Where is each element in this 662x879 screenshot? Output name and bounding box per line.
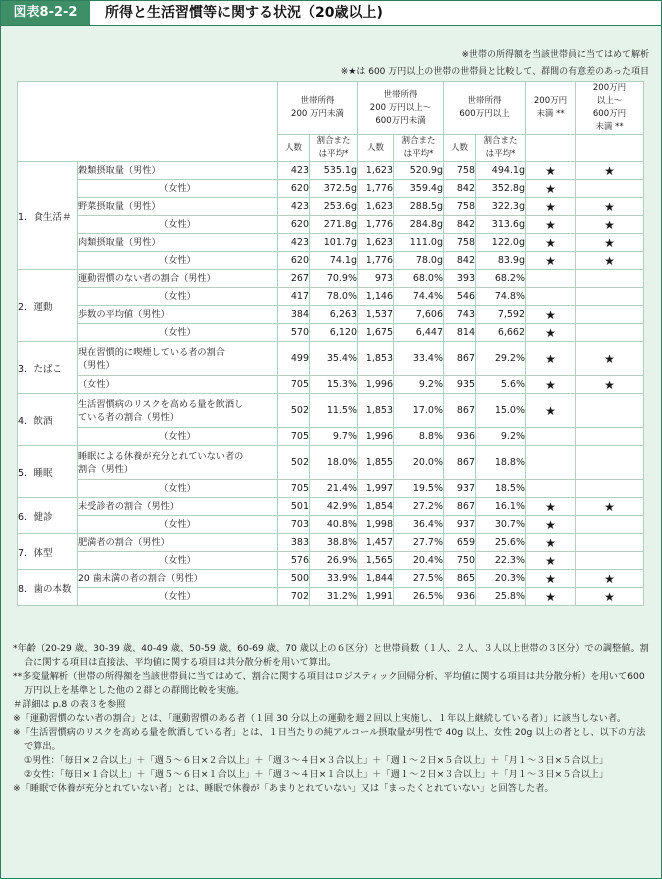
value-cell: 18.0% (310, 446, 358, 480)
value-cell: 1,776 (358, 180, 394, 198)
table-row (18, 480, 644, 498)
value-cell: 372.5g (310, 180, 358, 198)
value-cell: 18.5% (476, 480, 526, 498)
value-cell: 867 (444, 342, 476, 376)
significance-star (576, 324, 644, 342)
significance-star: ★ (526, 534, 576, 552)
value-cell: 271.8g (310, 216, 358, 234)
table-row (18, 234, 644, 252)
value-cell: 758 (444, 198, 476, 216)
top-notes (341, 47, 649, 81)
value-cell: 1,776 (358, 216, 394, 234)
value-cell: 842 (444, 180, 476, 198)
category-label: 3．たばこ (18, 342, 78, 394)
significance-star (576, 428, 644, 446)
table-row (18, 570, 644, 588)
table-row (18, 376, 644, 394)
value-cell: 78.0% (310, 288, 358, 306)
value-cell: 1,146 (358, 288, 394, 306)
significance-star: ★ (576, 342, 644, 376)
significance-star: ★ (526, 162, 576, 180)
value-cell: 546 (444, 288, 476, 306)
significance-star (576, 516, 644, 534)
value-cell: 383 (278, 534, 310, 552)
table-row (18, 270, 644, 288)
top-note: ※★は 600 万円以上の世帯の世帯員と比較して、群間の有意差のあった項目 (340, 67, 649, 77)
value-cell: 29.2% (476, 342, 526, 376)
value-cell: 359.4g (394, 180, 444, 198)
item-label: （女性） (78, 252, 278, 270)
value-cell: 33.4% (394, 342, 444, 376)
significance-star: ★ (526, 180, 576, 198)
item-label: （女性） (78, 376, 278, 394)
header-blank (526, 135, 576, 162)
value-cell: 18.8% (476, 446, 526, 480)
value-cell: 1,776 (358, 252, 394, 270)
significance-star (526, 480, 576, 498)
value-cell: 937 (444, 480, 476, 498)
sub-header: 割合また は平均* (310, 135, 358, 162)
value-cell: 30.7% (476, 516, 526, 534)
value-cell: 423 (278, 198, 310, 216)
table-row (18, 342, 644, 376)
value-cell: 68.2% (476, 270, 526, 288)
item-label: 野菜摂取量（男性） (78, 198, 278, 216)
value-cell: 758 (444, 162, 476, 180)
significance-star (526, 446, 576, 480)
value-cell: 867 (444, 394, 476, 428)
value-cell: 27.5% (394, 570, 444, 588)
value-cell: 8.8% (394, 428, 444, 446)
value-cell: 33.9% (310, 570, 358, 588)
value-cell: 1,853 (358, 394, 394, 428)
value-cell: 935 (444, 376, 476, 394)
value-cell: 702 (278, 588, 310, 606)
significance-star (576, 446, 644, 480)
value-cell: 352.8g (476, 180, 526, 198)
value-cell: 15.3% (310, 376, 358, 394)
value-cell: 499 (278, 342, 310, 376)
value-cell: 74.1g (310, 252, 358, 270)
value-cell: 570 (278, 324, 310, 342)
value-cell: 313.6g (476, 216, 526, 234)
table-row (18, 552, 644, 570)
value-cell: 1,997 (358, 480, 394, 498)
significance-star: ★ (576, 198, 644, 216)
significance-star: ★ (526, 342, 576, 376)
value-cell: 6,447 (394, 324, 444, 342)
significance-star (526, 270, 576, 288)
value-cell: 1,853 (358, 342, 394, 376)
significance-star (576, 306, 644, 324)
value-cell: 393 (444, 270, 476, 288)
value-cell: 36.4% (394, 516, 444, 534)
value-cell: 423 (278, 162, 310, 180)
significance-star: ★ (526, 394, 576, 428)
item-label: （女性） (78, 216, 278, 234)
value-cell: 501 (278, 498, 310, 516)
item-label: （女性） (78, 552, 278, 570)
category-label: 8．歯の本数 (18, 570, 78, 606)
group-header: 200万円 未満 ** (526, 82, 576, 135)
table-row (18, 446, 644, 480)
value-cell: 253.6g (310, 198, 358, 216)
item-label: 運動習慣のない者の割合（男性） (78, 270, 278, 288)
significance-star: ★ (576, 570, 644, 588)
significance-star (576, 180, 644, 198)
footnote: ＃詳細は p.8 の表３を参照 (13, 699, 126, 710)
value-cell: 1,998 (358, 516, 394, 534)
value-cell: 865 (444, 570, 476, 588)
value-cell: 867 (444, 446, 476, 480)
value-cell: 20.3% (476, 570, 526, 588)
significance-star: ★ (576, 588, 644, 606)
value-cell: 9.2% (476, 428, 526, 446)
value-cell: 20.0% (394, 446, 444, 480)
sub-header: 割合また は平均* (476, 135, 526, 162)
value-cell: 15.0% (476, 394, 526, 428)
table-row (18, 516, 644, 534)
value-cell: 1,675 (358, 324, 394, 342)
value-cell: 11.5% (310, 394, 358, 428)
value-cell: 1,996 (358, 376, 394, 394)
value-cell: 936 (444, 588, 476, 606)
table-row (18, 394, 644, 428)
table-row (18, 198, 644, 216)
value-cell: 16.1% (476, 498, 526, 516)
item-label: 肉類摂取量（男性） (78, 234, 278, 252)
significance-star (576, 480, 644, 498)
value-cell: 40.8% (310, 516, 358, 534)
value-cell: 9.7% (310, 428, 358, 446)
value-cell: 6,120 (310, 324, 358, 342)
value-cell: 703 (278, 516, 310, 534)
value-cell: 83.9g (476, 252, 526, 270)
value-cell: 494.1g (476, 162, 526, 180)
value-cell: 620 (278, 180, 310, 198)
item-label: （女性） (78, 480, 278, 498)
value-cell: 68.0% (394, 270, 444, 288)
value-cell: 1,457 (358, 534, 394, 552)
value-cell: 502 (278, 394, 310, 428)
value-cell: 42.9% (310, 498, 358, 516)
group-header: 世帯所得 600万円以上 (444, 82, 526, 135)
significance-star (526, 288, 576, 306)
value-cell: 620 (278, 252, 310, 270)
table-row (18, 534, 644, 552)
value-cell: 26.9% (310, 552, 358, 570)
value-cell: 814 (444, 324, 476, 342)
table-row (18, 162, 644, 180)
significance-star (576, 288, 644, 306)
value-cell: 743 (444, 306, 476, 324)
significance-star: ★ (526, 234, 576, 252)
sub-header: 割合また は平均* (394, 135, 444, 162)
footnote: ②女性：「毎日×１合以上」＋「週５～６日×１合以上」＋「週３～４日×１合以上」＋「週１～２日×３合以上」＋「月１～３日×５合以上」 (24, 769, 609, 780)
value-cell: 38.8% (310, 534, 358, 552)
item-label: （女性） (78, 428, 278, 446)
footnote: ※「生活習慣病のリスクを高める量を飲酒している者」とは、１日当たりの純アルコール摂取量が男性で 40g 以上、女性 20g 以上の者とし、以下の方法で算出。 (13, 727, 646, 752)
value-cell: 620 (278, 216, 310, 234)
value-cell: 31.2% (310, 588, 358, 606)
significance-star: ★ (526, 552, 576, 570)
category-label: 1．食生活＃ (18, 162, 78, 270)
item-label: 歩数の平均値（男性） (78, 306, 278, 324)
value-cell: 1,565 (358, 552, 394, 570)
value-cell: 520.9g (394, 162, 444, 180)
sub-header: 人数 (444, 135, 476, 162)
value-cell: 1,623 (358, 198, 394, 216)
value-cell: 17.0% (394, 394, 444, 428)
value-cell: 1,623 (358, 234, 394, 252)
footnote: ※「睡眠で休養が充分とれていない者」とは、睡眠で休養が「あまりとれていない」又は「まったくとれていない」と回答した者。 (13, 783, 554, 794)
footnote: ①男性：「毎日×２合以上」＋「週５～６日×２合以上」＋「週３～４日×３合以上」＋「週１～２日×５合以上」＋「月１～３日×５合以上」 (24, 755, 609, 766)
table-row (18, 180, 644, 198)
value-cell: 867 (444, 498, 476, 516)
item-label: 20 歯未満の者の割合（男性） (78, 570, 278, 588)
figure-number-badge: 図表8-2-2 (1, 1, 90, 25)
group-header: 200万円 以上～ 600万円 未満 ** (576, 82, 644, 135)
value-cell: 6,662 (476, 324, 526, 342)
data-table (17, 81, 644, 606)
value-cell: 27.2% (394, 498, 444, 516)
value-cell: 9.2% (394, 376, 444, 394)
item-label: 穀類摂取量（男性） (78, 162, 278, 180)
significance-star: ★ (526, 570, 576, 588)
value-cell: 705 (278, 428, 310, 446)
value-cell: 705 (278, 480, 310, 498)
footnote: ※「運動習慣のない者の割合」とは、「運動習慣のある者（１回 30 分以上の運動を週２回以上実施し、１年以上継続している者）」に該当しない者。 (13, 713, 627, 724)
significance-star: ★ (526, 324, 576, 342)
significance-star: ★ (526, 252, 576, 270)
value-cell: 35.4% (310, 342, 358, 376)
item-label: 現在習慣的に喫煙している者の割合 （男性） (78, 342, 278, 376)
sub-header: 人数 (278, 135, 310, 162)
value-cell: 842 (444, 252, 476, 270)
value-cell: 78.0g (394, 252, 444, 270)
significance-star: ★ (576, 162, 644, 180)
significance-star: ★ (526, 516, 576, 534)
value-cell: 5.6% (476, 376, 526, 394)
value-cell: 25.6% (476, 534, 526, 552)
value-cell: 750 (444, 552, 476, 570)
value-cell: 1,623 (358, 162, 394, 180)
significance-star: ★ (526, 376, 576, 394)
value-cell: 7,592 (476, 306, 526, 324)
value-cell: 19.5% (394, 480, 444, 498)
value-cell: 758 (444, 234, 476, 252)
value-cell: 502 (278, 446, 310, 480)
value-cell: 7,606 (394, 306, 444, 324)
value-cell: 1,537 (358, 306, 394, 324)
value-cell: 936 (444, 428, 476, 446)
item-label: （女性） (78, 516, 278, 534)
value-cell: 1,855 (358, 446, 394, 480)
top-note: ※世帯の所得額を当該世帯員に当てはめて解析 (461, 50, 649, 60)
table-row (18, 498, 644, 516)
value-cell: 423 (278, 234, 310, 252)
category-label: 2．運動 (18, 270, 78, 342)
group-header: 世帯所得 200 万円未満 (278, 82, 358, 135)
significance-star: ★ (576, 376, 644, 394)
significance-star: ★ (576, 252, 644, 270)
value-cell: 122.0g (476, 234, 526, 252)
figure-header (1, 1, 661, 26)
value-cell: 937 (444, 516, 476, 534)
item-label: （女性） (78, 588, 278, 606)
table-row (18, 324, 644, 342)
value-cell: 500 (278, 570, 310, 588)
header-blank (576, 135, 644, 162)
table-row (18, 252, 644, 270)
group-header: 世帯所得 200 万円以上～ 600万円未満 (358, 82, 444, 135)
table-row (18, 428, 644, 446)
value-cell: 267 (278, 270, 310, 288)
value-cell: 74.8% (476, 288, 526, 306)
significance-star: ★ (576, 498, 644, 516)
significance-star: ★ (526, 498, 576, 516)
value-cell: 1,991 (358, 588, 394, 606)
value-cell: 26.5% (394, 588, 444, 606)
footnote: *年齢（20-29 歳、30-39 歳、40-49 歳、50-59 歳、60-69 歳、70 歳以上の６区分）と世帯員数（１人、２人、３人以上世帯の３区分）での調整値。割合に関する項目は直接法、平均値に関する項目は共分散分析を用いて算出。 (13, 643, 649, 668)
value-cell: 6,263 (310, 306, 358, 324)
value-cell: 535.1g (310, 162, 358, 180)
significance-star (576, 270, 644, 288)
value-cell: 1,844 (358, 570, 394, 588)
significance-star: ★ (526, 198, 576, 216)
value-cell: 659 (444, 534, 476, 552)
value-cell: 27.7% (394, 534, 444, 552)
value-cell: 973 (358, 270, 394, 288)
significance-star (576, 534, 644, 552)
sub-header: 人数 (358, 135, 394, 162)
category-label: 4．飲酒 (18, 394, 78, 446)
category-label: 6．健診 (18, 498, 78, 534)
significance-star: ★ (526, 588, 576, 606)
value-cell: 101.7g (310, 234, 358, 252)
footnote: **多変量解析（世帯の所得額を当該世帯員に当てはめて、割合に関する項目はロジスティック回帰分析、平均値に関する項目は共分散分析）を用いて600万円以上を基準とした他の２群との群間比較を実施。 (13, 671, 645, 696)
table-row (18, 306, 644, 324)
footnotes (13, 642, 653, 796)
value-cell: 284.8g (394, 216, 444, 234)
table-row (18, 288, 644, 306)
value-cell: 1,854 (358, 498, 394, 516)
value-cell: 576 (278, 552, 310, 570)
table-row (18, 216, 644, 234)
value-cell: 288.5g (394, 198, 444, 216)
category-label: 5．睡眠 (18, 446, 78, 498)
figure-title: 所得と生活習慣等に関する状況（20歳以上) (105, 5, 383, 21)
item-label: 肥満者の割合（男性） (78, 534, 278, 552)
value-cell: 21.4% (310, 480, 358, 498)
item-label: （女性） (78, 324, 278, 342)
header-row (18, 82, 644, 135)
significance-star: ★ (526, 306, 576, 324)
header-blank (18, 82, 278, 162)
significance-star: ★ (576, 216, 644, 234)
item-label: （女性） (78, 180, 278, 198)
significance-star: ★ (576, 234, 644, 252)
value-cell: 417 (278, 288, 310, 306)
value-cell: 20.4% (394, 552, 444, 570)
value-cell: 1,996 (358, 428, 394, 446)
category-label: 7．体型 (18, 534, 78, 570)
value-cell: 70.9% (310, 270, 358, 288)
value-cell: 705 (278, 376, 310, 394)
value-cell: 842 (444, 216, 476, 234)
item-label: 未受診者の割合（男性） (78, 498, 278, 516)
item-label: 生活習慣病のリスクを高める量を飲酒し ている者の割合（男性） (78, 394, 278, 428)
item-label: （女性） (78, 288, 278, 306)
value-cell: 22.3% (476, 552, 526, 570)
significance-star (576, 394, 644, 428)
value-cell: 25.8% (476, 588, 526, 606)
significance-star (526, 428, 576, 446)
value-cell: 384 (278, 306, 310, 324)
item-label: 睡眠による休養が充分とれていない者の 割合（男性） (78, 446, 278, 480)
significance-star (576, 552, 644, 570)
table-row (18, 588, 644, 606)
value-cell: 111.0g (394, 234, 444, 252)
value-cell: 74.4% (394, 288, 444, 306)
value-cell: 322.3g (476, 198, 526, 216)
significance-star: ★ (526, 216, 576, 234)
